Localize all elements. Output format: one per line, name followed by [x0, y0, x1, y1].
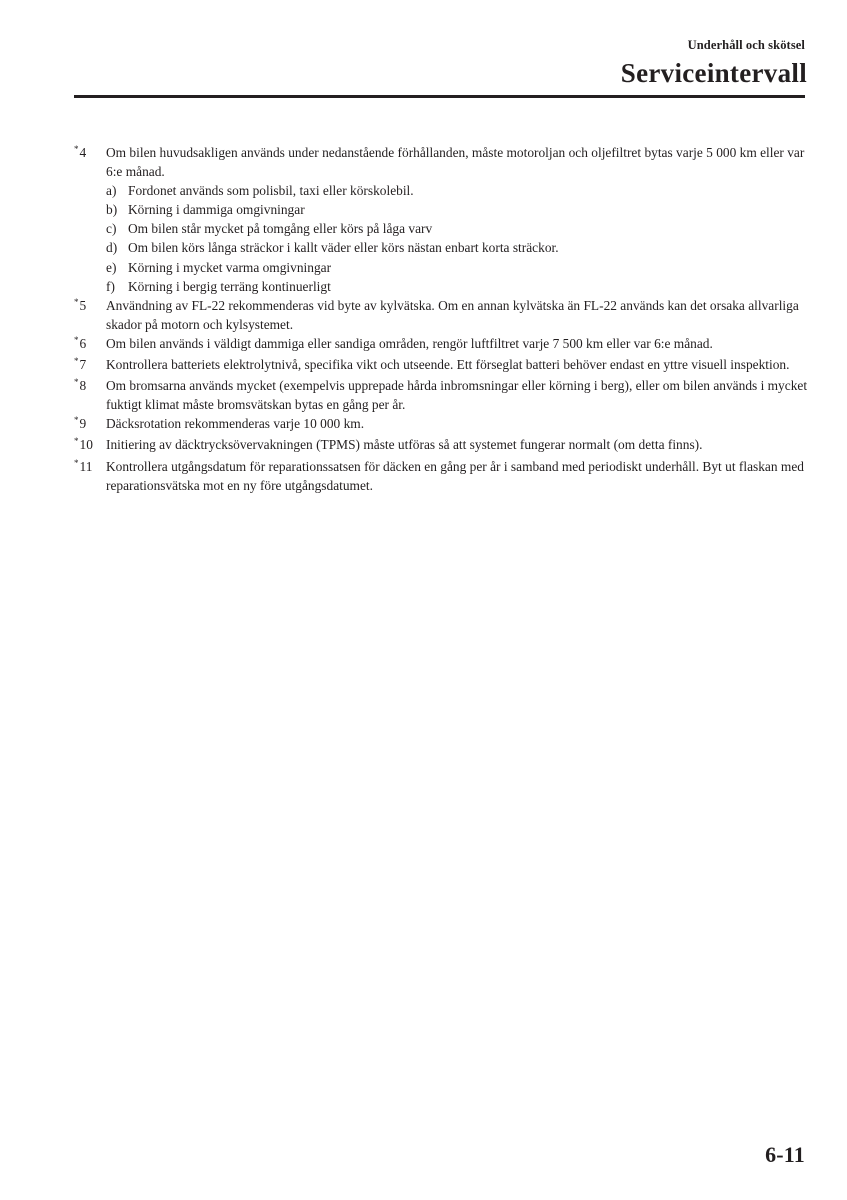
footnote-4	[74, 143, 812, 296]
footnote-text: Användning av FL-22 rekommenderas vid byte av kylvätska. Om en annan kylvätska än FL-22 används kan det orsaka allvarliga skador på motorn och kylsystemet.	[106, 297, 799, 332]
footnote-list	[74, 143, 812, 495]
condition-item: f) Körning i bergig terräng kontinuerligt	[106, 278, 331, 294]
condition-item: c) Om bilen står mycket på tomgång eller körs på låga varv	[106, 221, 433, 237]
footnote-8	[74, 376, 812, 414]
footnote-text: Om bilen huvudsakligen används under nedanstående förhållanden, måste motoroljan och oljefiltret bytas varje 5 000 km eller var 6:e månad.	[106, 145, 805, 180]
footnote-marker: *6	[74, 334, 87, 351]
condition-item: a) Fordonet används som polisbil, taxi eller körskolebil.	[106, 183, 414, 199]
footnote-text: Om bromsarna används mycket (exempelvis upprepade hårda inbromsningar eller körning i berg), eller om bilen används i mycket fuktigt klimat måste bromsvätskan bytas en gång per år.	[106, 378, 808, 413]
title-divider	[74, 95, 805, 98]
footnote-11	[74, 457, 812, 495]
footnote-text: Kontrollera batteriets elektrolytnivå, specifika vikt och utseende. Ett förseglat batteri behöver endast en yttre visuell inspektion.	[106, 357, 790, 373]
footnote-marker: *7	[74, 356, 87, 373]
condition-item: b) Körning i dammiga omgivningar	[106, 202, 305, 218]
footnote-7	[74, 355, 812, 376]
footnote-marker: *5	[74, 296, 87, 313]
footnote-marker: *8	[74, 377, 87, 394]
condition-item: d) Om bilen körs långa sträckor i kallt väder eller körs nästan enbart korta sträckor.	[106, 240, 559, 256]
footnote-9	[74, 414, 812, 435]
condition-item: e) Körning i mycket varma omgivningar	[106, 259, 332, 275]
footnote-marker: *9	[74, 415, 87, 432]
section-label: Underhåll och skötsel	[687, 38, 805, 52]
footnote-10	[74, 435, 812, 456]
footnote-6	[74, 334, 812, 355]
footnote-5	[74, 296, 812, 334]
footnote-marker: *10	[74, 436, 93, 453]
footnote-text: Däcksrotation rekommenderas varje 10 000 km.	[106, 416, 365, 432]
footnote-text: Initiering av däcktrycksövervakningen (TPMS) måste utföras så att systemet fungerar normalt (om detta finns).	[106, 437, 703, 453]
footnote-text: Kontrollera utgångsdatum för reparationssatsen för däcken en gång per år i samband med periodiskt underhåll. Byt ut flaskan med reparationsvätska mot en ny före utgångsdatumet.	[106, 458, 804, 493]
page-number: 6-11	[765, 1142, 805, 1167]
footnote-marker: *4	[74, 144, 87, 160]
page-title: Serviceintervall	[620, 58, 807, 88]
footnote-marker: *11	[74, 457, 93, 474]
footnote-text: Om bilen används i väldigt dammiga eller sandiga områden, rengör luftfiltret varje 7 500 km eller var 6:e månad.	[106, 335, 713, 351]
